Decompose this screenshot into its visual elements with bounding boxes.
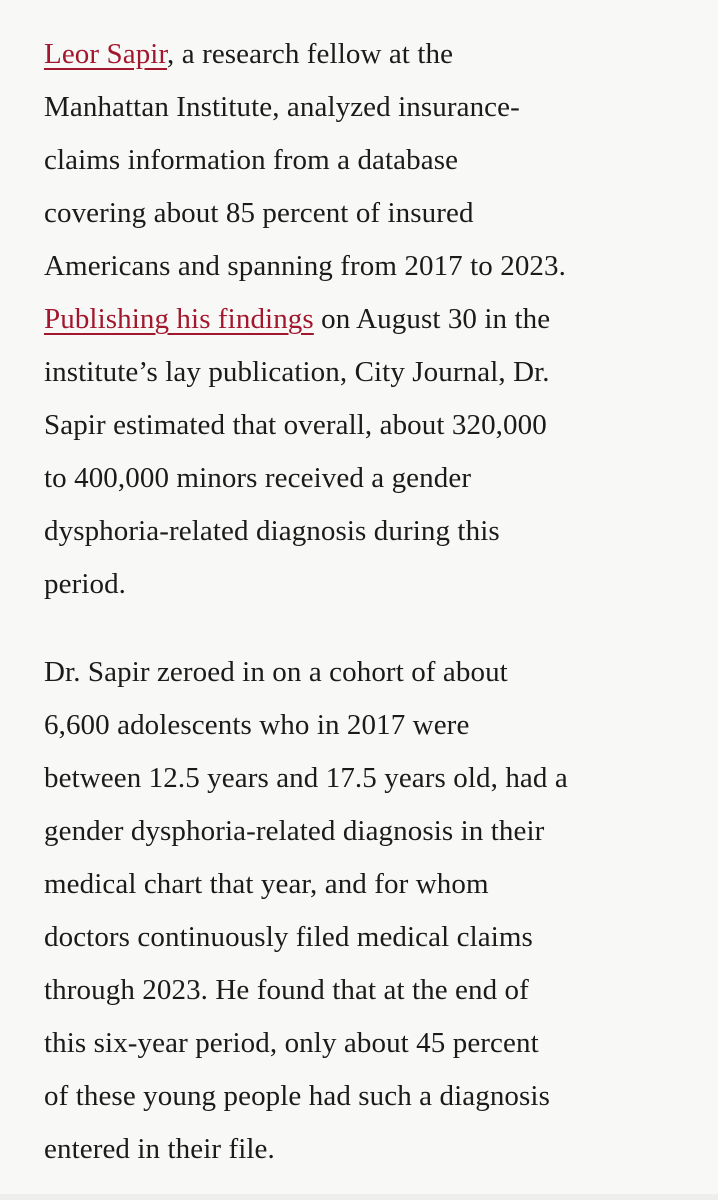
paragraph-1 (44, 28, 704, 611)
text-line: to 400,000 minors received a gender (44, 462, 472, 494)
text-line: dysphoria-related diagnosis during this (44, 515, 500, 547)
text-line: institute’s lay publication, City Journal, Dr. (44, 356, 550, 388)
text-line: Dr. Sapir zeroed in on a cohort of about (44, 656, 508, 688)
text-line: this six-year period, only about 45 percent (44, 1027, 539, 1059)
text-line: of these young people had such a diagnosis (44, 1080, 550, 1112)
text-line: Americans and spanning from 2017 to 2023. (44, 250, 566, 282)
text-line: gender dysphoria-related diagnosis in their (44, 815, 545, 847)
text-fragment: on August 30 in the (313, 303, 551, 335)
text-line: Manhattan Institute, analyzed insurance- (44, 91, 520, 123)
article-body (44, 28, 704, 1176)
publishing-findings-link[interactable]: Publishing his findings (44, 303, 314, 335)
text-line: between 12.5 years and 17.5 years old, had a (44, 762, 568, 794)
text-line (44, 28, 704, 81)
leor-sapir-link[interactable]: Leor Sapir (44, 38, 168, 70)
text-line: Sapir estimated that overall, about 320,000 (44, 409, 547, 441)
text-fragment: , a research fellow at the (167, 38, 454, 70)
paragraph-2 (44, 646, 704, 1176)
text-line: 6,600 adolescents who in 2017 were (44, 709, 470, 741)
text-line: doctors continuously filed medical claims (44, 921, 533, 953)
text-line: claims information from a database (44, 144, 459, 176)
text-line: covering about 85 percent of insured (44, 197, 474, 229)
bottom-divider (0, 1194, 718, 1200)
text-line: entered in their file. (44, 1133, 275, 1165)
text-line: period. (44, 568, 127, 600)
text-line (44, 293, 704, 346)
text-line: medical chart that year, and for whom (44, 868, 489, 900)
text-line: through 2023. He found that at the end of (44, 974, 529, 1006)
